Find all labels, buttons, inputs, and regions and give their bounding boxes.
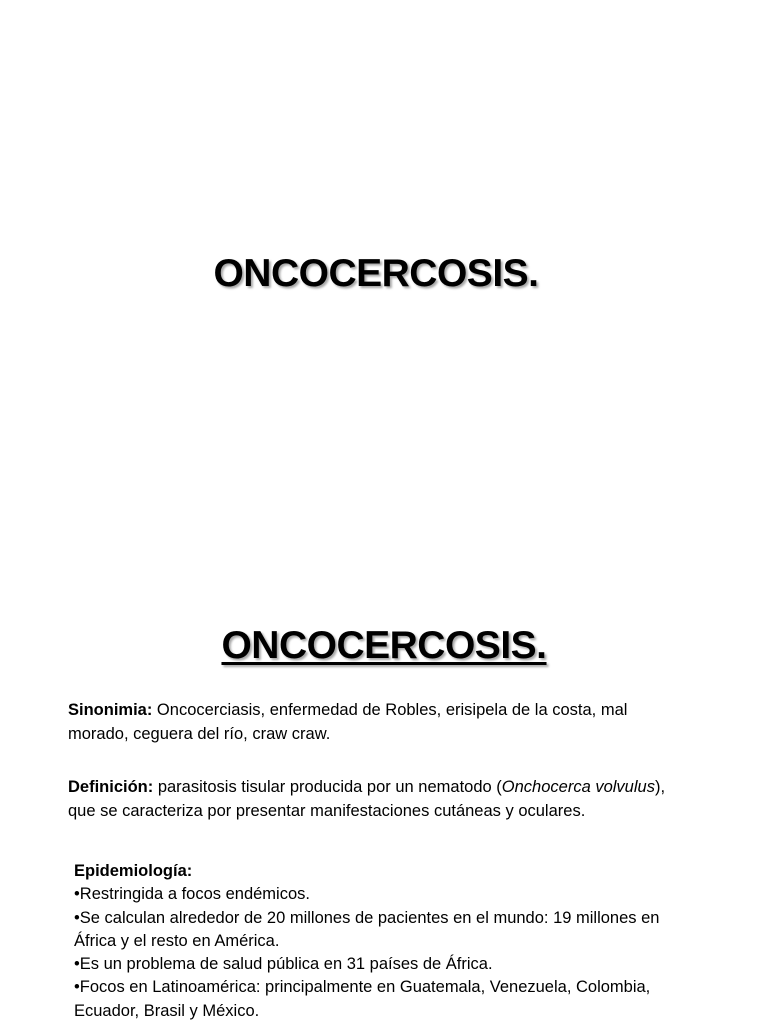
- slide-1-title: ONCOCERCOSIS.: [213, 252, 539, 295]
- slide-2: [0, 576, 768, 1024]
- epidemiologia-item: •Es un problema de salud pública en 31 países de África.: [74, 955, 493, 974]
- epidemiologia-heading: Epidemiología:: [74, 862, 193, 880]
- slide-2-title: ONCOCERCOSIS.: [221, 624, 547, 667]
- definicion-text-before: parasitosis tisular producida por un nematodo (: [153, 778, 502, 796]
- epidemiologia-section: [74, 860, 674, 1023]
- sinonimia-label: Sinonimia:: [68, 701, 153, 719]
- sinonimia-text: Oncocerciasis, enfermedad de Robles, erisipela de la costa, mal morado, ceguera del río, craw craw.: [68, 701, 628, 743]
- epidemiologia-item: •Restringida a focos endémicos.: [74, 885, 310, 904]
- sinonimia-paragraph: [68, 699, 668, 746]
- definicion-text-after: ), que se caracteriza por presentar manifestaciones cutáneas y oculares.: [68, 778, 666, 820]
- epidemiologia-item: •Focos en Latinoamérica: principalmente en Guatemala, Venezuela, Colombia, Ecuador, Brasil y México.: [74, 978, 651, 1020]
- definicion-species: Onchocerca volvulus: [501, 778, 655, 796]
- epidemiologia-item: •Se calculan alrededor de 20 millones de pacientes en el mundo: 19 millones en África y el resto en América.: [74, 908, 660, 950]
- definicion-paragraph: [68, 776, 668, 823]
- definicion-label: Definición:: [68, 778, 154, 796]
